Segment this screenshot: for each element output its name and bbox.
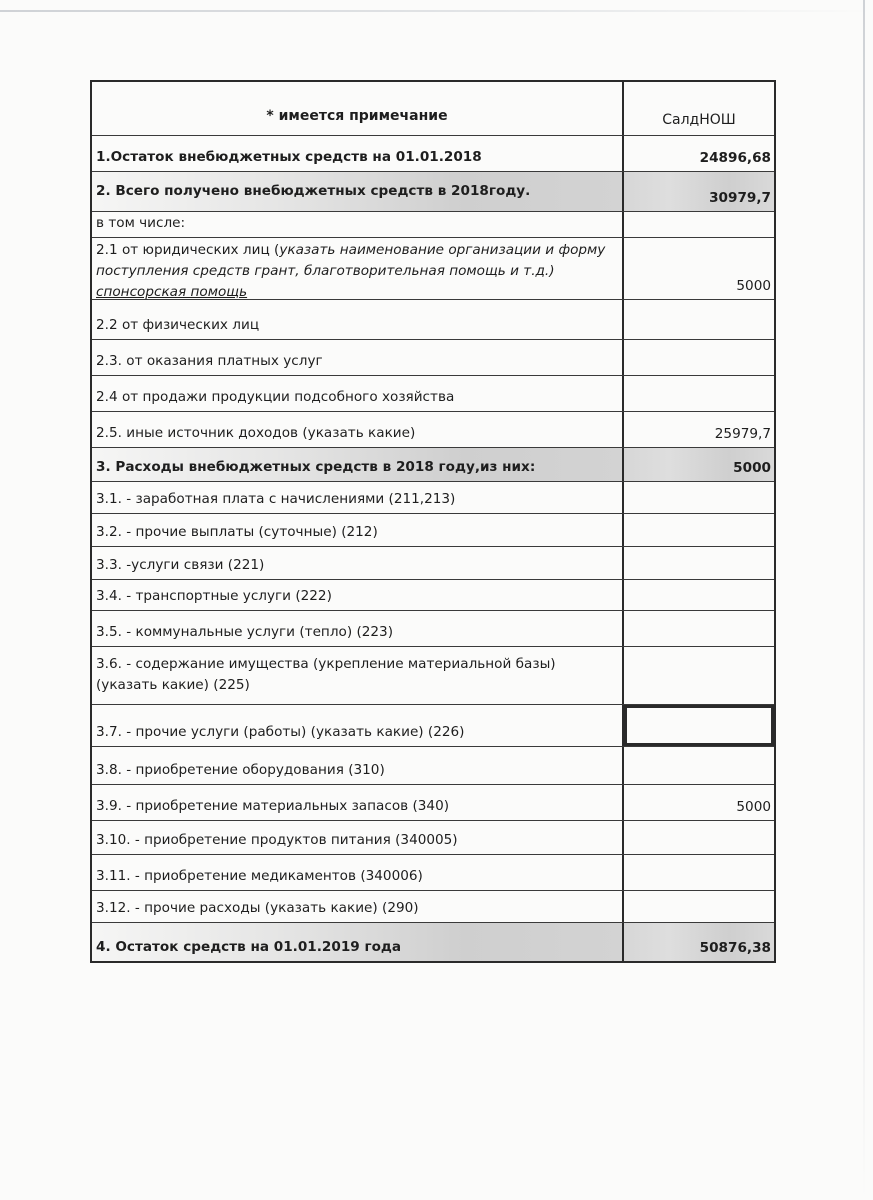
row-property-maintenance <box>92 647 774 705</box>
row-salary <box>92 482 774 514</box>
row-label: 3.12. - прочие расходы (указать какие) (290) <box>92 891 624 922</box>
scan-edge-right <box>863 0 865 1200</box>
row-label: 3. Расходы внебюджетных средств в 2018 году,из них: <box>92 448 624 481</box>
row-label: 3.5. - коммунальные услуги (тепло) (223) <box>92 611 624 646</box>
row-label: 2.3. от оказания платных услуг <box>92 340 624 375</box>
row-value: 50876,38 <box>624 923 774 961</box>
row-other-expenses <box>92 891 774 923</box>
row-utilities <box>92 611 774 647</box>
row-label: 3.6. - содержание имущества (укрепление материальной базы) (указать какие) (225) <box>92 647 624 704</box>
row-value <box>624 514 774 546</box>
row-paid-services <box>92 340 774 376</box>
row-value: 5000 <box>736 278 771 294</box>
row-including <box>92 212 774 238</box>
row-label: 2. Всего получено внебюджетных средств в 2018году. <box>92 172 624 211</box>
row-value: 25979,7 <box>714 426 771 442</box>
row-label: в том числе: <box>92 212 624 237</box>
row-remainder-2018 <box>92 136 774 172</box>
row-value: 5000 <box>736 799 771 815</box>
row-value <box>624 482 774 513</box>
row-label: 3.7. - прочие услуги (работы) (указать какие) (226) <box>92 705 624 746</box>
row-label: 3.1. - заработная плата с начислениями (211,213) <box>92 482 624 513</box>
row-value: 24896,68 <box>699 150 771 166</box>
row-label: 3.11. - приобретение медикаментов (340006) <box>92 855 624 890</box>
row-value <box>624 855 774 890</box>
row-value <box>624 580 774 610</box>
row-label: 2.5. иные источник доходов (указать какие) <box>92 412 624 447</box>
row-expenses-total <box>92 448 774 482</box>
row-total-received <box>92 172 774 212</box>
row-medicines <box>92 855 774 891</box>
row-value: 5000 <box>624 448 774 481</box>
scan-edge-top <box>0 10 873 12</box>
row-value <box>624 611 774 646</box>
row-label <box>92 238 624 299</box>
row-value <box>624 212 774 237</box>
row-value <box>624 376 774 411</box>
row-value <box>624 891 774 922</box>
row-label: 4. Остаток средств на 01.01.2019 года <box>92 923 624 961</box>
label-italic: указать наименование организации и форму поступления средств грант, благотворительная помощь и т.д.) <box>96 242 606 279</box>
row-food <box>92 821 774 855</box>
row-value <box>624 747 774 784</box>
row-communication <box>92 547 774 580</box>
row-value <box>624 647 774 704</box>
row-label: 3.2. - прочие выплаты (суточные) (212) <box>92 514 624 546</box>
row-remainder-2019 <box>92 923 774 961</box>
note-title: * имеется примечание <box>92 82 624 135</box>
row-label: 3.4. - транспортные услуги (222) <box>92 580 624 610</box>
row-label: 3.8. - приобретение оборудования (310) <box>92 747 624 784</box>
row-value <box>624 705 774 746</box>
row-value <box>624 547 774 579</box>
budget-table <box>90 80 776 963</box>
row-subsidiary-farm <box>92 376 774 412</box>
row-other-services <box>92 705 774 747</box>
legal-entities-text <box>96 240 618 282</box>
row-equipment <box>92 747 774 785</box>
row-individuals <box>92 300 774 340</box>
row-label: 3.10. - приобретение продуктов питания (340005) <box>92 821 624 854</box>
row-label: 2.4 от продажи продукции подсобного хозяйства <box>92 376 624 411</box>
row-label: 1.Остаток внебюджетных средств на 01.01.2018 <box>92 136 624 171</box>
row-value <box>624 300 774 339</box>
row-value <box>624 340 774 375</box>
row-legal-entities <box>92 238 774 300</box>
row-label: 3.3. -услуги связи (221) <box>92 547 624 579</box>
row-other-income <box>92 412 774 448</box>
row-transport <box>92 580 774 611</box>
handwritten-entry: спонсорская помощь <box>96 284 248 300</box>
table-header-row <box>92 82 774 136</box>
row-other-payments <box>92 514 774 547</box>
row-label: 2.2 от физических лиц <box>92 300 624 339</box>
column-title: СалдНОШ <box>662 112 736 128</box>
label-plain: 2.1 от юридических лиц ( <box>96 242 280 258</box>
row-material-stocks <box>92 785 774 821</box>
row-value <box>624 821 774 854</box>
row-label: 3.9. - приобретение материальных запасов (340) <box>92 785 624 820</box>
row-value: 30979,7 <box>624 172 774 211</box>
